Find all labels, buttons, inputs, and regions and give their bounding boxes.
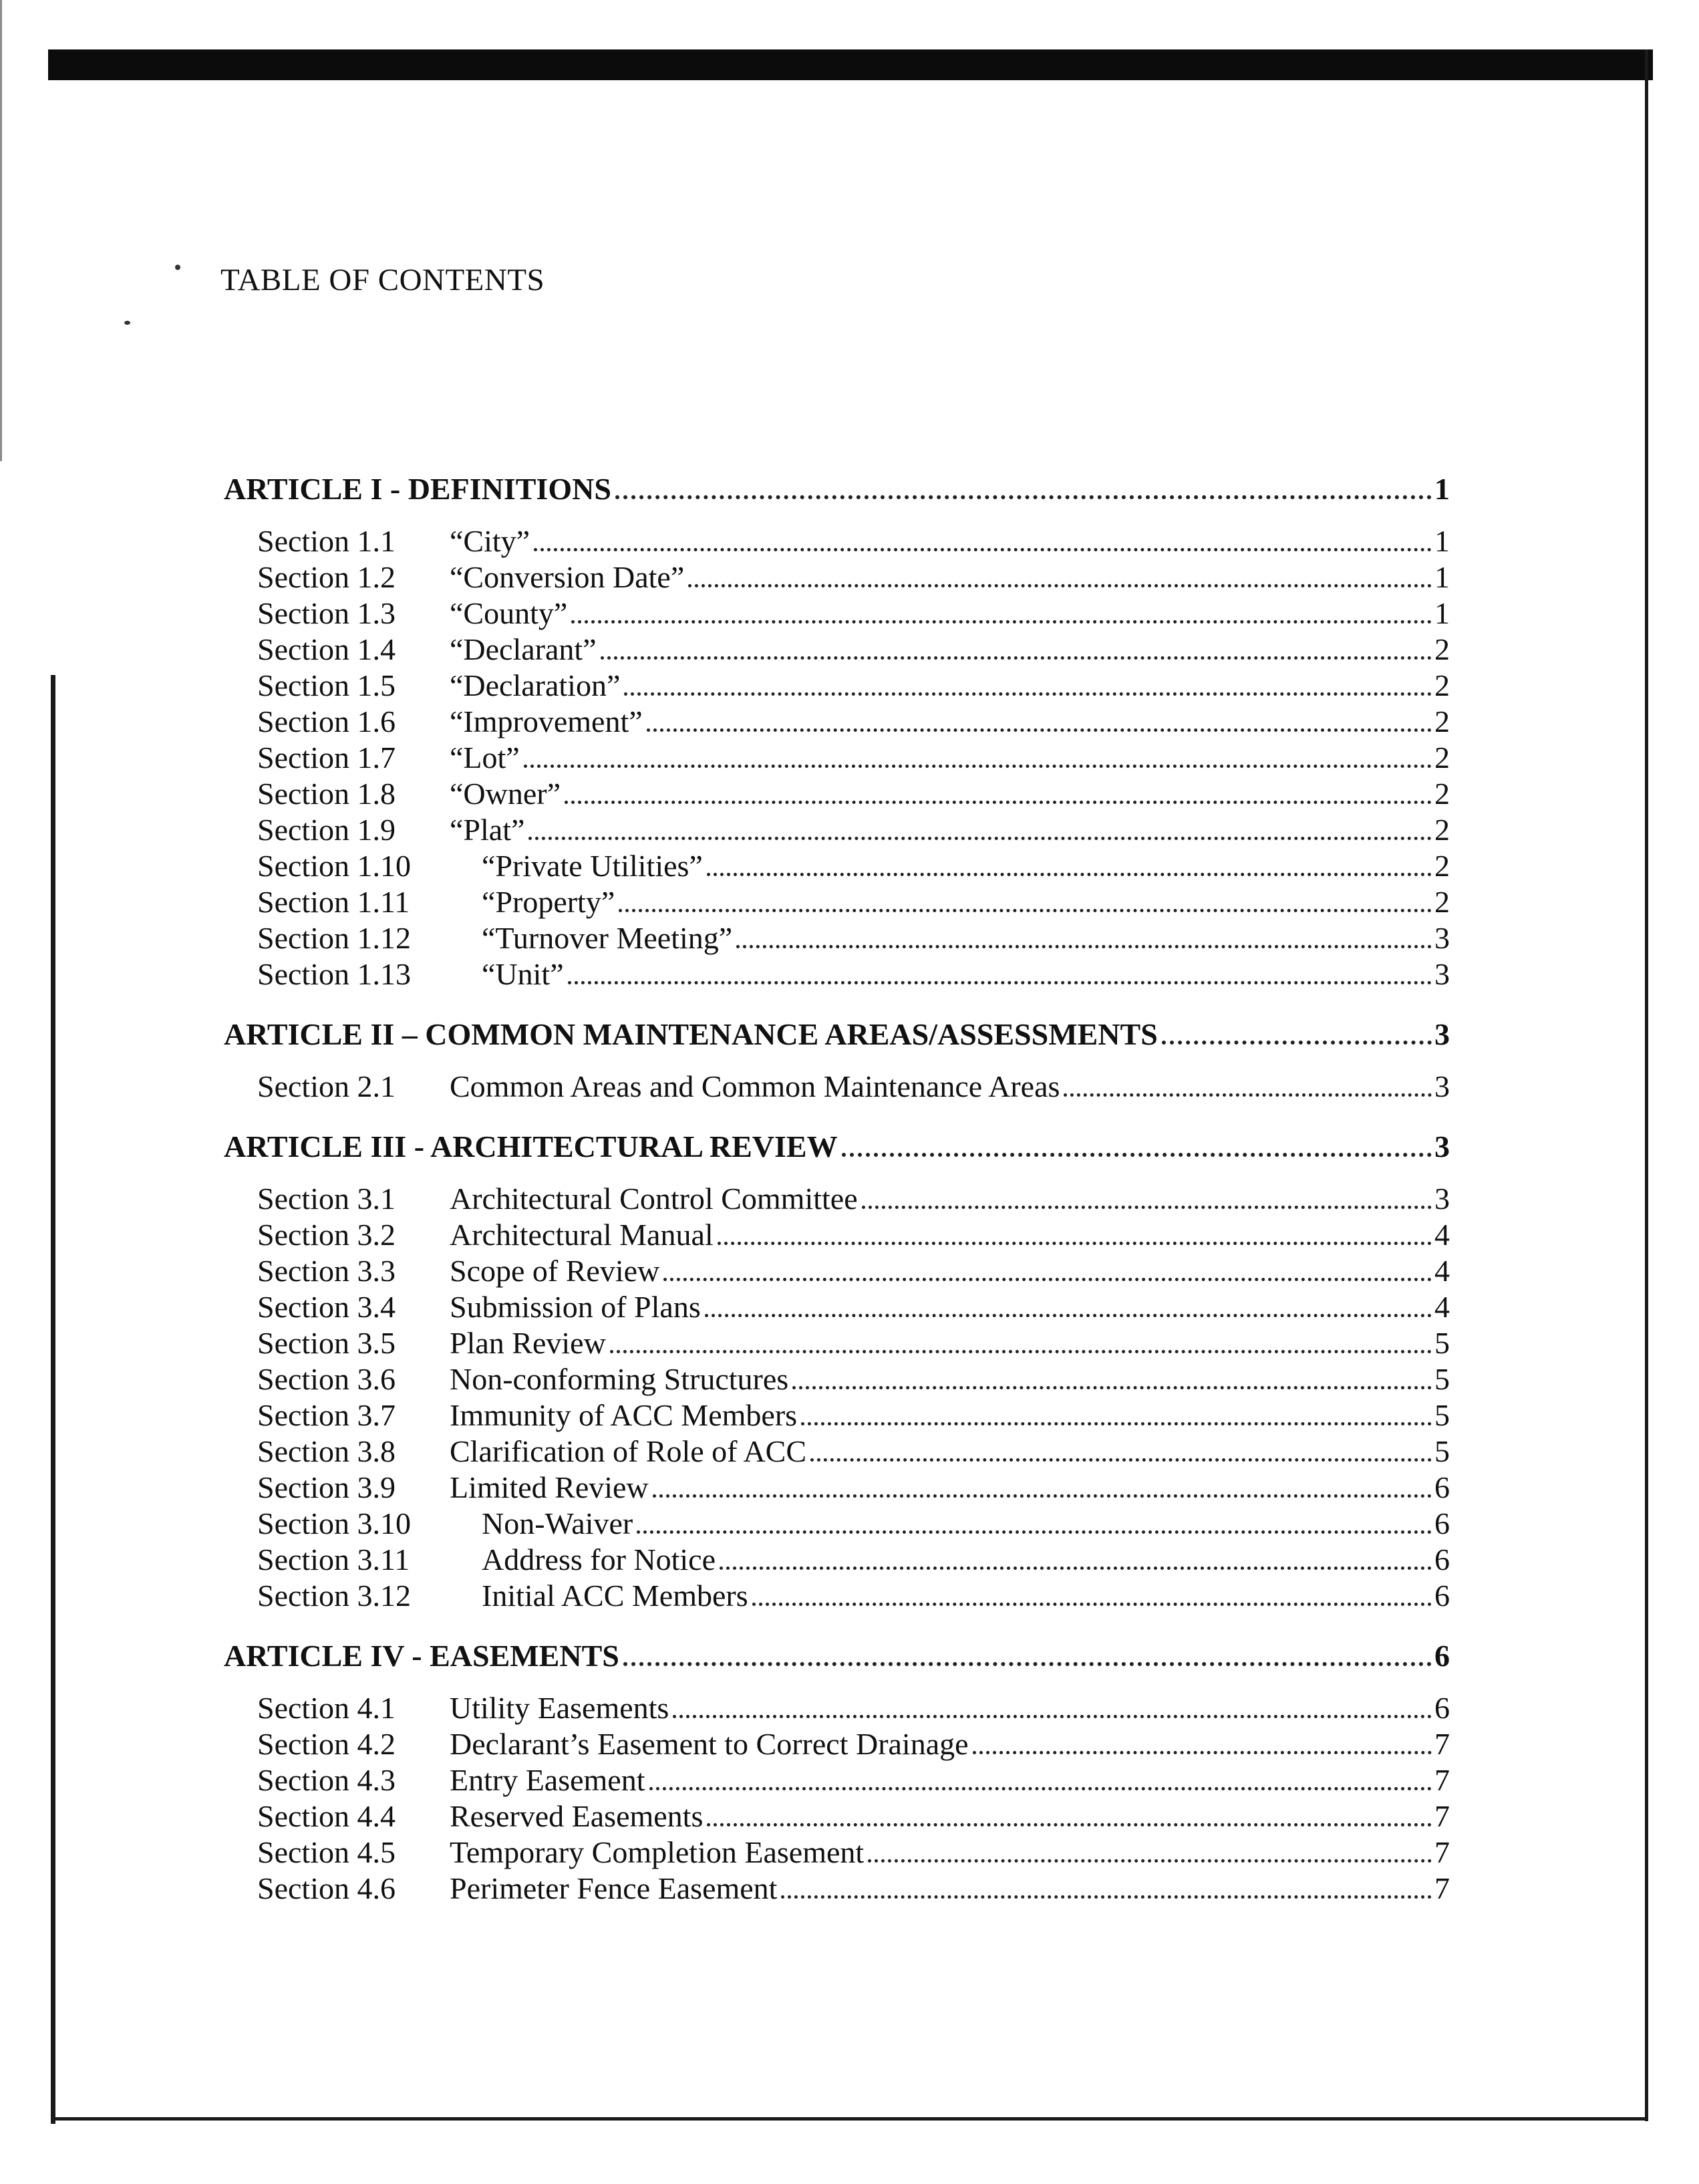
- toc-section-entry[interactable]: [224, 1578, 1450, 1614]
- toc-section-entry[interactable]: [224, 1397, 1450, 1434]
- section-title: “Unit”: [482, 957, 564, 991]
- dot-leader: [610, 1350, 1432, 1353]
- section-number: Section 1.12: [257, 921, 411, 955]
- toc-section-entry[interactable]: [224, 1289, 1450, 1325]
- section-number: Section 1.1: [257, 524, 396, 558]
- page-right-border: [1645, 49, 1648, 2121]
- dot-leader: [705, 1314, 1432, 1317]
- dot-leader: [736, 945, 1432, 948]
- toc-section-entry[interactable]: [224, 1798, 1450, 1834]
- page-bottom-border: [51, 2117, 1648, 2121]
- dot-leader: [647, 728, 1432, 732]
- page-number: 2: [1434, 704, 1450, 738]
- dot-leader: [1162, 1041, 1432, 1045]
- section-title: Address for Notice: [482, 1542, 716, 1577]
- section-number: Section 3.11: [257, 1542, 410, 1577]
- dot-leader: [649, 1787, 1432, 1790]
- section-title: Initial ACC Members: [482, 1579, 748, 1613]
- section-number: Section 3.6: [257, 1362, 396, 1396]
- dot-leader: [565, 801, 1432, 804]
- section-title: Non-conforming Structures: [450, 1362, 789, 1396]
- section-number: Section 3.10: [257, 1506, 411, 1540]
- section-title: “Private Utilities”: [482, 849, 703, 883]
- dot-leader: [810, 1458, 1432, 1462]
- section-title: “City”: [450, 524, 530, 558]
- article-title: ARTICLE I - DEFINITIONS: [224, 472, 611, 506]
- page-number: 2: [1434, 668, 1450, 702]
- section-title: Limited Review: [450, 1470, 649, 1504]
- toc-section-entry[interactable]: [224, 559, 1450, 595]
- dot-leader: [534, 548, 1432, 551]
- dot-leader: [623, 1662, 1432, 1666]
- section-number: Section 2.1: [257, 1069, 396, 1103]
- toc-article-entry[interactable]: [224, 1016, 1450, 1057]
- page-number: 3: [1434, 1182, 1450, 1216]
- section-title: “Property”: [482, 885, 615, 919]
- dot-leader: [663, 1278, 1432, 1281]
- page-number: 1: [1434, 524, 1450, 558]
- dot-leader: [571, 620, 1432, 624]
- toc-article-entry[interactable]: [224, 1638, 1450, 1678]
- article-title: ARTICLE IV - EASEMENTS: [224, 1639, 619, 1673]
- dot-leader: [601, 656, 1432, 660]
- toc-section-entry[interactable]: [224, 1325, 1450, 1361]
- page-number: 7: [1434, 1763, 1450, 1797]
- toc-section-entry[interactable]: [224, 740, 1450, 776]
- dot-leader: [524, 765, 1432, 768]
- section-title: “Improvement”: [450, 704, 643, 738]
- section-title: “Turnover Meeting”: [482, 921, 733, 955]
- section-number: Section 4.2: [257, 1727, 396, 1761]
- dot-leader: [973, 1751, 1432, 1754]
- section-title: Common Areas and Common Maintenance Areas: [450, 1069, 1060, 1103]
- toc-section-entry[interactable]: [224, 523, 1450, 559]
- page-number: 6: [1434, 1579, 1450, 1613]
- section-title: Architectural Manual: [450, 1218, 714, 1252]
- scan-speck: [175, 265, 180, 270]
- page-number: 6: [1434, 1542, 1450, 1577]
- toc-article-entry[interactable]: [224, 1129, 1450, 1169]
- dot-leader: [528, 837, 1432, 840]
- scan-edge: [0, 0, 2, 461]
- toc-section-entry[interactable]: [224, 1871, 1450, 1907]
- page-number: 3: [1434, 1069, 1450, 1103]
- toc-section-entry[interactable]: [224, 1434, 1450, 1470]
- section-number: Section 3.1: [257, 1182, 396, 1216]
- section-number: Section 3.3: [257, 1254, 396, 1288]
- page-number: 4: [1434, 1290, 1450, 1324]
- toc-section-entry[interactable]: [224, 776, 1450, 812]
- section-number: Section 1.9: [257, 813, 396, 847]
- page-number: 3: [1434, 921, 1450, 955]
- section-title: Immunity of ACC Members: [450, 1398, 798, 1432]
- section-title: Scope of Review: [450, 1254, 660, 1288]
- section-title: Temporary Completion Easement: [450, 1835, 865, 1869]
- dot-leader: [842, 1153, 1432, 1157]
- section-number: Section 1.11: [257, 885, 410, 919]
- dot-leader: [801, 1422, 1432, 1425]
- toc-section-entry[interactable]: [224, 1217, 1450, 1253]
- dot-leader: [868, 1859, 1432, 1863]
- page-number: 6: [1434, 1691, 1450, 1725]
- toc-section-entry[interactable]: [224, 956, 1450, 992]
- dot-leader: [862, 1206, 1432, 1209]
- section-title: “County”: [450, 596, 568, 630]
- page-number: 4: [1434, 1218, 1450, 1252]
- toc-section-entry[interactable]: [224, 668, 1450, 704]
- toc-section-entry[interactable]: [224, 1690, 1450, 1726]
- dot-leader: [688, 584, 1432, 587]
- dot-leader: [707, 1823, 1432, 1826]
- toc-section-entry[interactable]: [224, 1726, 1450, 1762]
- toc-section-entry[interactable]: [224, 1181, 1450, 1217]
- page-number: 7: [1434, 1799, 1450, 1833]
- section-number: Section 3.12: [257, 1579, 411, 1613]
- dot-leader: [615, 495, 1432, 499]
- section-number: Section 3.8: [257, 1434, 396, 1468]
- dot-leader: [619, 909, 1432, 912]
- toc-section-entry[interactable]: [224, 1542, 1450, 1578]
- dot-leader: [1064, 1093, 1432, 1097]
- toc-section-entry[interactable]: [224, 704, 1450, 740]
- page-number: 3: [1434, 957, 1450, 991]
- section-number: Section 3.9: [257, 1470, 396, 1504]
- section-title: Clarification of Role of ACC: [450, 1434, 807, 1468]
- dot-leader: [637, 1530, 1432, 1534]
- toc-section-entry[interactable]: [224, 1361, 1450, 1397]
- dot-leader: [568, 981, 1432, 984]
- page-number: 6: [1434, 1470, 1450, 1504]
- section-number: Section 1.3: [257, 596, 396, 630]
- table-of-contents: [224, 471, 1450, 1907]
- page-number: 5: [1434, 1398, 1450, 1432]
- section-number: Section 4.4: [257, 1799, 396, 1833]
- toc-section-entry[interactable]: [224, 632, 1450, 668]
- toc-section-entry[interactable]: [224, 1470, 1450, 1506]
- section-title: Non-Waiver: [482, 1506, 633, 1540]
- page-number: 7: [1434, 1727, 1450, 1761]
- section-title: Perimeter Fence Easement: [450, 1871, 778, 1905]
- page-number: 5: [1434, 1434, 1450, 1468]
- dot-leader: [673, 1715, 1432, 1718]
- section-title: “Plat”: [450, 813, 525, 847]
- page-number: 2: [1434, 740, 1450, 775]
- section-number: Section 1.2: [257, 560, 396, 594]
- page-number: 1: [1434, 472, 1450, 506]
- page-number: 2: [1434, 849, 1450, 883]
- section-number: Section 1.7: [257, 740, 396, 775]
- dot-leader: [720, 1566, 1432, 1570]
- section-number: Section 1.13: [257, 957, 411, 991]
- toc-section-entry[interactable]: [224, 848, 1450, 884]
- toc-article-entry[interactable]: [224, 471, 1450, 511]
- section-title: Declarant’s Easement to Correct Drainage: [450, 1727, 969, 1761]
- dot-leader: [653, 1494, 1432, 1498]
- toc-section-entry[interactable]: [224, 920, 1450, 956]
- page-number: 3: [1434, 1017, 1450, 1051]
- toc-section-entry[interactable]: [224, 1253, 1450, 1289]
- section-number: Section 1.8: [257, 777, 396, 811]
- page-number: 5: [1434, 1362, 1450, 1396]
- section-title: Utility Easements: [450, 1691, 669, 1725]
- section-title: Reserved Easements: [450, 1799, 704, 1833]
- section-number: Section 4.5: [257, 1835, 396, 1869]
- section-number: Section 1.6: [257, 704, 396, 738]
- section-number: Section 3.4: [257, 1290, 396, 1324]
- toc-section-entry[interactable]: [224, 595, 1450, 632]
- page-number: 7: [1434, 1871, 1450, 1905]
- section-title: “Declaration”: [450, 668, 621, 702]
- toc-section-entry[interactable]: [224, 1834, 1450, 1871]
- toc-section-entry[interactable]: [224, 1762, 1450, 1798]
- dot-leader: [624, 692, 1432, 696]
- dot-leader: [781, 1895, 1432, 1899]
- section-number: Section 1.5: [257, 668, 396, 702]
- toc-section-entry[interactable]: [224, 812, 1450, 848]
- section-title: “Declarant”: [450, 632, 597, 666]
- section-number: Section 3.7: [257, 1398, 396, 1432]
- page-number: 6: [1434, 1506, 1450, 1540]
- page-number: 2: [1434, 632, 1450, 666]
- section-number: Section 4.6: [257, 1871, 396, 1905]
- section-number: Section 4.1: [257, 1691, 396, 1725]
- page-number: 7: [1434, 1835, 1450, 1869]
- dot-leader: [707, 873, 1432, 876]
- page-number: 6: [1434, 1639, 1450, 1673]
- article-title: ARTICLE II – COMMON MAINTENANCE AREAS/ASSESSMENTS: [224, 1017, 1158, 1051]
- page-number: 2: [1434, 777, 1450, 811]
- page-number: 1: [1434, 560, 1450, 594]
- page-number: 5: [1434, 1326, 1450, 1360]
- page-number: 2: [1434, 813, 1450, 847]
- section-title: “Lot”: [450, 740, 520, 775]
- page-number: 4: [1434, 1254, 1450, 1288]
- toc-section-entry[interactable]: [224, 1069, 1450, 1105]
- page-top-border: [48, 49, 1653, 80]
- section-number: Section 4.3: [257, 1763, 396, 1797]
- section-title: Entry Easement: [450, 1763, 645, 1797]
- page-left-border: [51, 675, 55, 2124]
- section-title: Architectural Control Committee: [450, 1182, 858, 1216]
- dot-leader: [718, 1242, 1432, 1245]
- section-title: Plan Review: [450, 1326, 606, 1360]
- page-number: 2: [1434, 885, 1450, 919]
- section-number: Section 3.5: [257, 1326, 396, 1360]
- toc-section-entry[interactable]: [224, 884, 1450, 920]
- section-number: Section 1.4: [257, 632, 396, 666]
- section-number: Section 1.10: [257, 849, 411, 883]
- toc-section-entry[interactable]: [224, 1506, 1450, 1542]
- section-title: “Conversion Date”: [450, 560, 685, 594]
- section-number: Section 3.2: [257, 1218, 396, 1252]
- page-number: 3: [1434, 1129, 1450, 1164]
- section-title: “Owner”: [450, 777, 561, 811]
- page-title: TABLE OF CONTENTS: [220, 263, 545, 297]
- article-title: ARTICLE III - ARCHITECTURAL REVIEW: [224, 1129, 838, 1164]
- scan-speck: [124, 321, 130, 325]
- section-title: Submission of Plans: [450, 1290, 701, 1324]
- dot-leader: [752, 1603, 1432, 1606]
- dot-leader: [792, 1386, 1432, 1389]
- page-number: 1: [1434, 596, 1450, 630]
